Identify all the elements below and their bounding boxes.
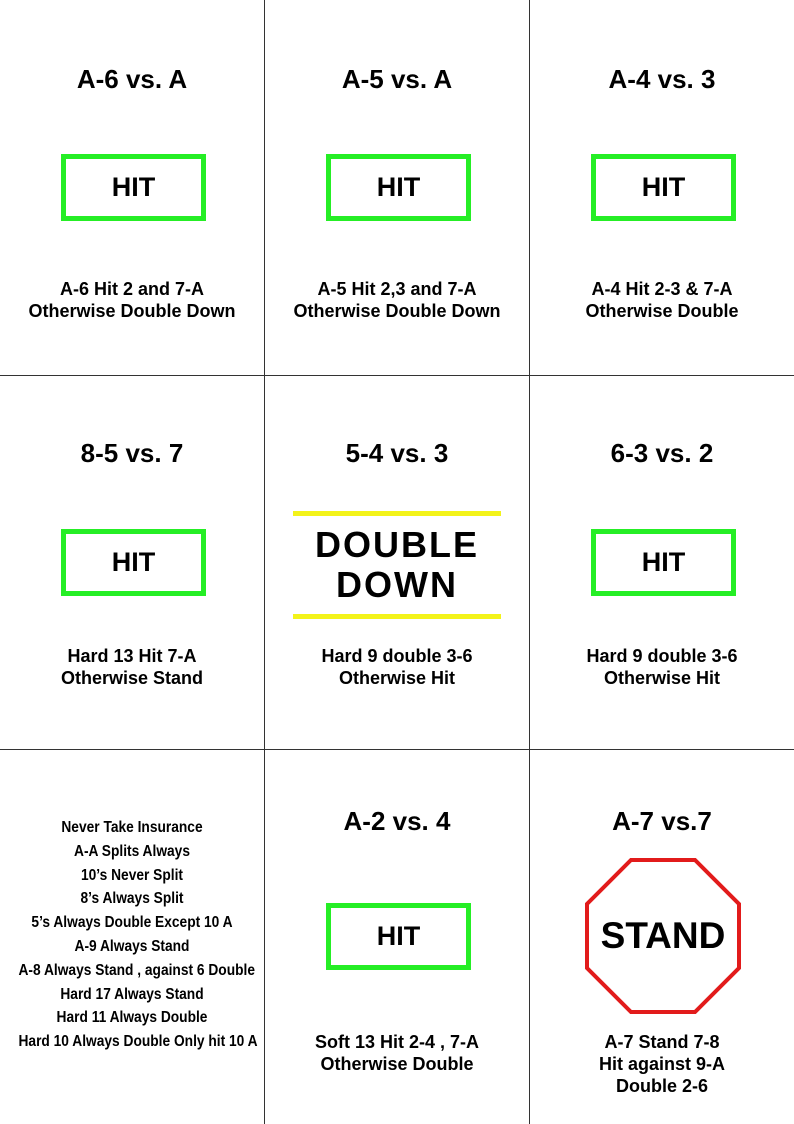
- card-title: A-4 vs. 3: [608, 64, 716, 94]
- rule-item: A-A Splits Always: [74, 842, 190, 860]
- rule-item: Hard 11 Always Double: [56, 1009, 208, 1027]
- card-note: A-6 Hit 2 and 7-A Otherwise Double Down: [28, 279, 236, 321]
- stand-label: STAND: [600, 915, 726, 956]
- hit-box: HIT: [326, 903, 471, 970]
- rule-item: Never Take Insurance: [61, 819, 203, 836]
- card-a4-vs-3: [530, 0, 794, 375]
- card-title: 6-3 vs. 2: [610, 438, 714, 468]
- card-5-4-vs-3: [265, 376, 529, 749]
- hit-box: HIT: [326, 154, 471, 221]
- card-title: 8-5 vs. 7: [80, 438, 184, 468]
- card-8-5-vs-7: [0, 376, 264, 749]
- card-basic-rules: [0, 750, 264, 1124]
- card-a7-vs-7: [530, 750, 794, 1124]
- stop-sign-octagon-icon: [585, 858, 741, 1014]
- card-a6-vs-a: [0, 0, 264, 375]
- double-down-banner: DOUBLE DOWN: [293, 511, 501, 619]
- card-a2-vs-4: [265, 750, 529, 1124]
- rules-list: [18, 816, 258, 1054]
- hit-box: HIT: [591, 529, 736, 596]
- card-note: Hard 9 double 3-6 Otherwise Hit: [586, 646, 738, 688]
- rule-item: A-8 Always Stand , against 6 Double: [18, 961, 256, 979]
- card-a5-vs-a: [265, 0, 529, 375]
- card-6-3-vs-2: [530, 376, 794, 749]
- rule-item: Hard 17 Always Stand: [60, 985, 204, 1003]
- card-note: A-5 Hit 2,3 and 7-A Otherwise Double Down: [293, 279, 501, 321]
- card-note: Soft 13 Hit 2-4 , 7-A Otherwise Double: [314, 1032, 480, 1074]
- rule-item: 8’s Always Split: [80, 890, 184, 908]
- card-note: A-4 Hit 2-3 & 7-A Otherwise Double: [585, 279, 739, 321]
- card-note: Hard 13 Hit 7-A Otherwise Stand: [60, 646, 204, 688]
- rule-item: 10’s Never Split: [81, 866, 183, 884]
- card-title: A-5 vs. A: [341, 64, 453, 94]
- hit-box: HIT: [591, 154, 736, 221]
- hit-box: HIT: [61, 154, 206, 221]
- rule-item: A-9 Always Stand: [74, 937, 190, 955]
- card-title: A-7 vs.7: [612, 806, 712, 836]
- card-note: A-7 Stand 7-8 Hit against 9-A Double 2-6: [598, 1032, 726, 1096]
- card-title: A-2 vs. 4: [343, 806, 451, 836]
- rule-item: 5’s Always Double Except 10 A: [31, 914, 233, 932]
- card-title: 5-4 vs. 3: [345, 438, 449, 468]
- rule-item: Hard 10 Always Double Only hit 10 A: [18, 1033, 258, 1051]
- card-title: A-6 vs. A: [76, 64, 188, 94]
- hit-box: HIT: [61, 529, 206, 596]
- card-note: Hard 9 double 3-6 Otherwise Hit: [321, 646, 473, 688]
